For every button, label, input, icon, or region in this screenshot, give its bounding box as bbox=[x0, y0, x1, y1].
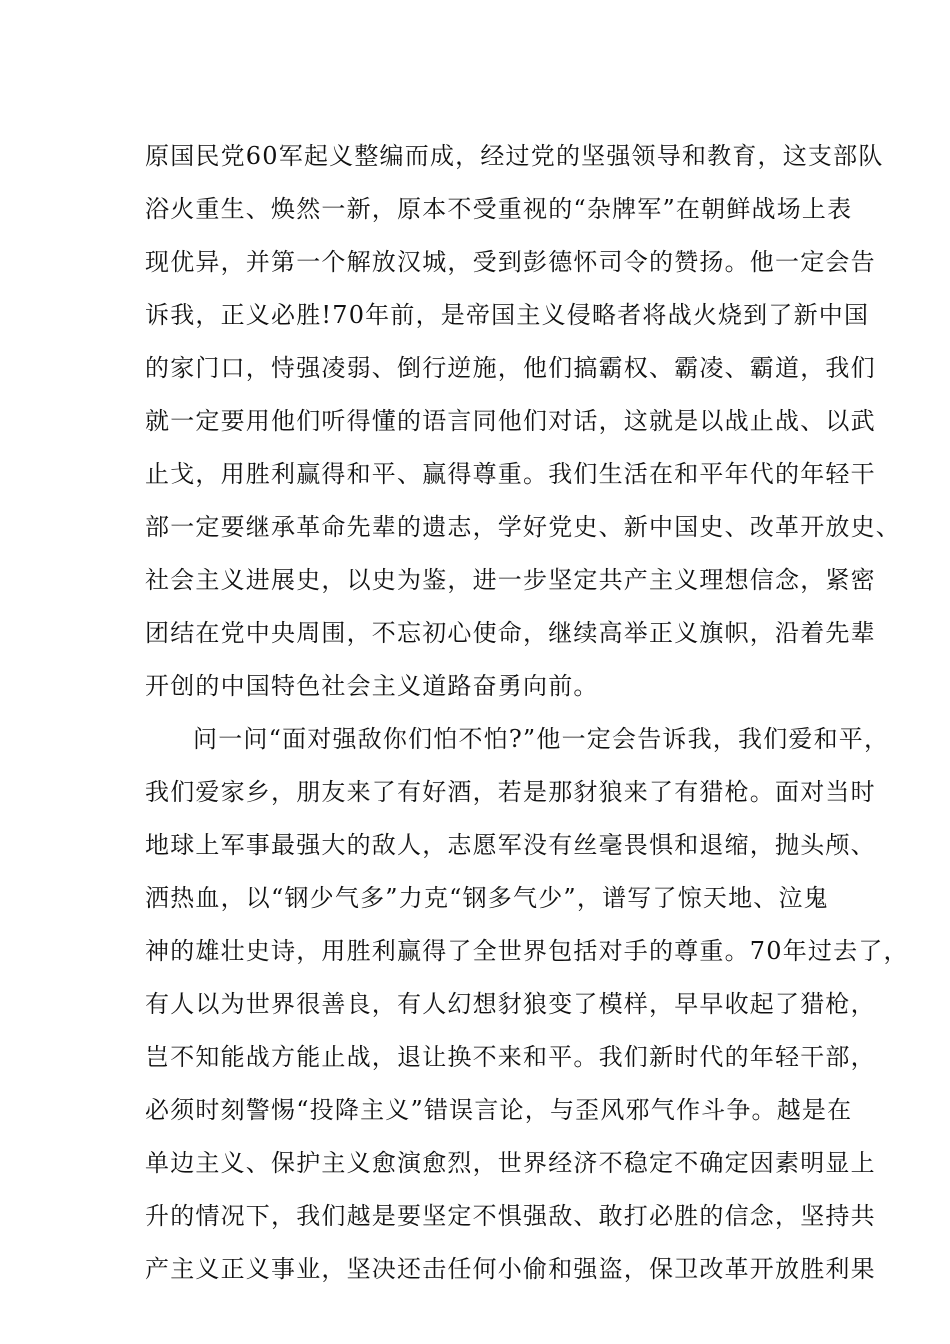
text-line: 止戈，用胜利赢得和平、赢得尊重。我们生活在和平年代的年轻干 bbox=[145, 460, 876, 488]
text-line: 有人以为世界很善良，有人幻想豺狼变了模样，早早收起了猎枪， bbox=[145, 990, 876, 1018]
text-line: 必须时刻警惕“投降主义”错误言论，与歪风邪气作斗争。越是在 bbox=[145, 1096, 853, 1124]
text-line: 的家门口，恃强凌弱、倒行逆施，他们搞霸权、霸凌、霸道，我们 bbox=[145, 354, 876, 382]
text-line: 单边主义、保护主义愈演愈烈，世界经济不稳定不确定因素明显上 bbox=[145, 1149, 876, 1177]
text-line: 部一定要继承革命先辈的遗志，学好党史、新中国史、改革开放史、 bbox=[145, 513, 901, 541]
text-line: 岂不知能战方能止战，退让换不来和平。我们新时代的年轻干部， bbox=[145, 1043, 876, 1071]
text-line: 现优异，并第一个解放汉城，受到彭德怀司令的赞扬。他一定会告 bbox=[145, 248, 876, 276]
text-line: 神的雄壮史诗，用胜利赢得了全世界包括对手的尊重。70年过去了， bbox=[145, 937, 909, 965]
text-line: 社会主义进展史，以史为鉴，进一步坚定共产主义理想信念，紧密 bbox=[145, 566, 876, 594]
text-line: 我们爱家乡，朋友来了有好酒，若是那豺狼来了有猎枪。面对当时 bbox=[145, 778, 876, 806]
text-line: 就一定要用他们听得懂的语言同他们对话，这就是以战止战、以武 bbox=[145, 407, 876, 435]
text-line: 原国民党60军起义整编而成，经过党的坚强领导和教育，这支部队 bbox=[145, 142, 884, 170]
body-text bbox=[145, 130, 909, 1296]
text-line: 团结在党中央周围，不忘初心使命，继续高举正义旗帜，沿着先辈 bbox=[145, 619, 876, 647]
text-line: 产主义正义事业，坚决还击任何小偷和强盗，保卫改革开放胜利果 bbox=[145, 1255, 876, 1283]
text-line: 开创的中国特色社会主义道路奋勇向前。 bbox=[145, 672, 599, 700]
text-line: 地球上军事最强大的敌人，志愿军没有丝毫畏惧和退缩，抛头颅、 bbox=[145, 831, 876, 859]
text-line: 洒热血，以“钢少气多”力克“钢多气少”，谱写了惊天地、泣鬼 bbox=[145, 884, 829, 912]
paragraph-first-line: 问一问“面对强敌你们怕不怕?”他一定会告诉我，我们爱和平， bbox=[193, 725, 890, 753]
text-line: 诉我，正义必胜!70年前，是帝国主义侵略者将战火烧到了新中国 bbox=[145, 301, 870, 329]
text-line: 浴火重生、焕然一新，原本不受重视的“杂牌军”在朝鲜战场上表 bbox=[145, 195, 853, 223]
text-line: 升的情况下，我们越是要坚定不惧强敌、敢打必胜的信念，坚持共 bbox=[145, 1202, 876, 1230]
